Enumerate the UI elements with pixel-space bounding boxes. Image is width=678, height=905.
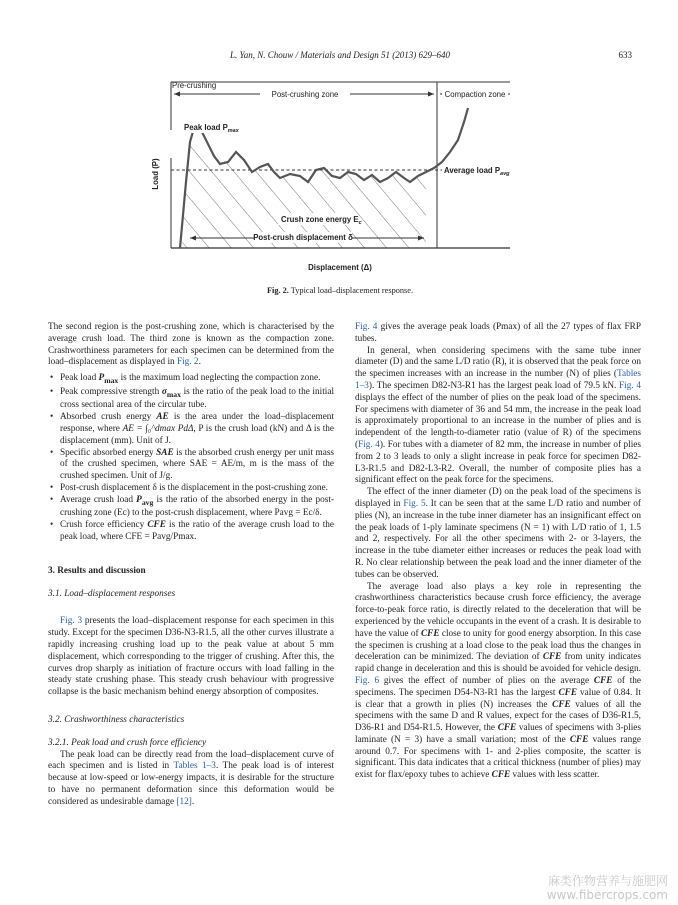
paragraph-diameter: The effect of the inner diameter (D) on the peak load of the specimens is displayed in Fig. 5. It can be seen that at the same L/D ratio and number of plies (N), an increase in the tube inner diameter has an insignificant effect on the peak loads of 1-ply laminate specimens (N = 1) with L/D ratio of 1, 1.5 and 2, respectively. For all the other specimens with 2- or 3-layers, the increase in the tube diameter either increases or reduces the peak load with R. No clear relationship between the peak load and the inner diameter of the tubes can be observed. — [355, 487, 641, 580]
tables-link[interactable]: Tables 1–3 — [173, 761, 216, 772]
postcrushing-zone-label: Post-crushing zone — [271, 90, 339, 99]
paragraph-3-1: Fig. 3 presents the load–displacement response for each specimen in this study. Except for the specimen D36-N3-R1.5, all the other curves illustrate a rapidly increasing crushing load up to the peak value at about 5 mm displacement, which corresponding to the trigger of crushing. After this, the curves drop sharply as initiation of fracture occurs with load falling in the steady state crushing phase. This steady crush behaviour with progressive collapse is the basic mechanism behind energy absorption of composites. — [48, 616, 334, 698]
figure-caption — [48, 286, 632, 295]
list-item: • Specific absorbed energy SAE is the absorbed crush energy per unit mass of the crushed specimen, where SAE = AE/m, m is the mass of the crushed specimen. Unit of J/g. — [48, 448, 334, 483]
fig5-link[interactable]: Fig. 5 — [403, 498, 426, 509]
list-item: • Peak compressive strength $\sigma_{max}$ is the ratio of the peak load to the initial cross sectional area of the circular tube. — [48, 387, 334, 412]
list-item: • Average crush load $P_{avg}$ is the ratio of the absorbed energy in the post-crushing zone (Ec) to the post-crush displacement, where Pavg = Ec/δ. — [48, 495, 334, 520]
watermark — [547, 874, 668, 902]
running-header — [48, 50, 632, 64]
x-axis-title: Displacement (Δ) — [308, 263, 372, 272]
page-number: 633 — [618, 50, 632, 60]
section-heading-3: 3. Results and discussion — [48, 565, 146, 576]
fig4-link-2[interactable]: Fig. 4 — [619, 380, 642, 391]
list-item: • Absorbed crush energy AE is the area under the load–displacement response, where AE = ∫₀^dmax PdΔ, P is the crush load (kN) and Δ is the displacement (mm). Unit of J. — [48, 412, 334, 447]
section-heading-3-2: 3.2. Crashworthiness characteristics — [48, 715, 185, 726]
crush-energy-label: Crush zone energy $E_c$ — [281, 215, 362, 226]
average-load-label: Average load $P_{avg}$ — [444, 166, 510, 177]
fig6-link[interactable]: Fig. 6 — [355, 675, 380, 686]
fig4-link[interactable]: Fig. 4 — [355, 322, 378, 332]
fig4-link-3[interactable]: Fig. 4 — [358, 439, 380, 450]
peak-load-label: Peak load $P_{max}$ — [184, 123, 239, 134]
precrushing-label: Pre-crushing — [172, 81, 217, 90]
left-column — [48, 322, 334, 809]
crush-energy-area — [182, 128, 426, 248]
paragraph-fig4: Fig. 4 gives the average peak loads (Pmax) of all the 27 types of flax FRP tubes. — [355, 322, 641, 344]
y-axis-title: Load (P) — [151, 158, 160, 190]
right-column — [355, 322, 641, 782]
figure-2 — [150, 72, 510, 280]
paragraph-average-load: The average load also plays a key role in representing the crashworthiness characteristics because crush force efficiency, the average force-to-peak force ratio, is directly related to the deceleration that will be experienced by the vehicle occupants in the event of a crash. It is desirable to have the value of CFE close to unity for good energy absorption. In this case the specimen is crushing at a load close to the peak load thus the changes in deceleration can be minimized. The deviation of CFE from unity indicates rapid change in deceleration and this is should be avoided for vehicle design. Fig. 6 gives the effect of number of plies on the average CFE of the specimens. The specimen D54-N3-R1 has the largest CFE value of 0.84. It is clear that a growth in plies (N) increases the CFE values of all the specimens with the same D and R values, expect for the cases of D36-R1.5, D36-R1 and D54-R1.5. However, the CFE values of specimens with 3-plies laminate (N = 3) have a small variation; most of the CFE values range around 0.7. For specimens with 1- and 2-plies composite, the scatter is significant. This data indicates that a critical thickness (number of plies) may exist for flax/epoxy tubes to achieve CFE values with less scatter. — [355, 581, 642, 781]
tables-link-2[interactable]: Tables 1–3 — [355, 369, 641, 391]
section-heading-3-1: 3.1. Load–displacement responses — [48, 588, 176, 599]
load-displacement-diagram — [150, 72, 510, 280]
list-item: • Crush force efficiency CFE is the ratio of the average crush load to the peak load, where CFE = Pavg/Pmax. — [48, 520, 334, 544]
paragraph-3-2-1: The peak load can be directly read from the load–displacement curve of each specimen and is listed in Tables 1–3. The peak load is of interest because at low-speed or low-energy impacts, it is desirable for the structure to have no permanent deformation since this deformation would be considered as undesirable damage [12]. — [48, 749, 335, 807]
parameter-list — [48, 373, 334, 544]
watermark-line2: www.fibercrops.com — [546, 888, 668, 902]
compaction-zone-label: Compaction zone — [444, 90, 506, 99]
citation-header: L. Yan, N. Chouw / Materials and Design 51 (2013) 629–640 — [230, 50, 450, 60]
fig3-link[interactable]: Fig. 3 — [60, 616, 83, 627]
list-item: • Post-crush displacement δ is the displacement in the post-crushing zone. — [48, 483, 334, 495]
fig2-link[interactable]: Fig. 2 — [176, 357, 199, 368]
figure-caption-text: Typical load–displacement response. — [290, 286, 414, 295]
paragraph-plies: In general, when considering specimens with the same tube inner diameter (D) and the same L/D ratio (R), it is observed that the peak force on the specimen increases with an increase in the number (N) of plies (Tables 1–3). The specimen D82-N3-R1 has the largest peak load of 79.5 kN. Fig. 4 displays the effect of the number of plies on the peak load of the specimens. For specimens with diameter of 36 and 54 mm, the increase in the peak load is approximately proportional to an increase in the number of plies and is independent of the length-to-diameter ratio (value of R) of the specimens (Fig. 4). For tubes with a diameter of 82 mm, the increase in number of plies from 2 to 3 leads to only a slight increase in peak force for specimen D82-L3-R1.5 and D82-L3-R2. Overall, the number of composite plies has a significant effect on the peak force for the specimens. — [355, 345, 642, 486]
postcrush-displacement-label: Post-crush displacement δ — [253, 233, 353, 242]
list-item: • Peak load $P_{max}$ is the maximum load neglecting the compaction zone. — [48, 373, 334, 387]
watermark-line1: 麻类作物营养与施肥网 — [547, 874, 668, 888]
figure-caption-label: Fig. 2. — [266, 286, 289, 295]
citation-12-link[interactable]: [12] — [176, 796, 192, 807]
intro-paragraph: The second region is the post-crushing zone, which is characterised by the average crush load. The third zone is known as the compaction zone. Crashworthiness parameters for each specimen can be determined from the load–displacement as displayed in Fig. 2. — [48, 322, 334, 368]
section-heading-3-2-1: 3.2.1. Peak load and crush force efficiency — [48, 737, 207, 748]
